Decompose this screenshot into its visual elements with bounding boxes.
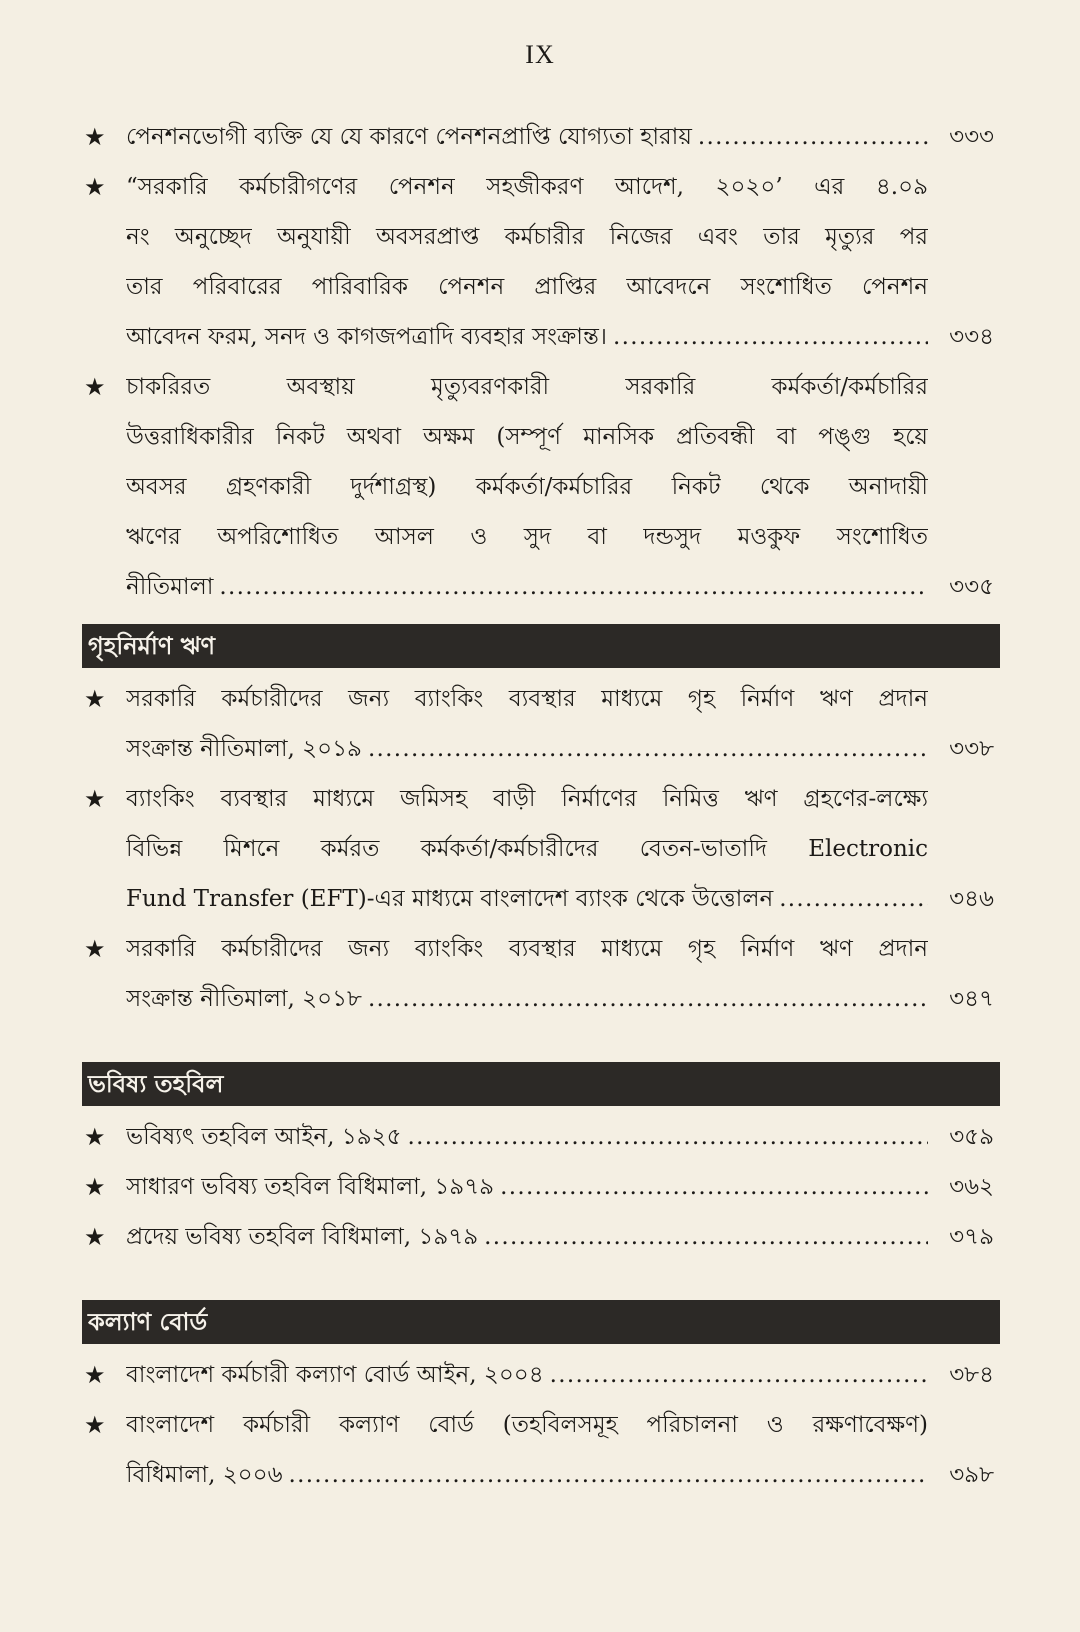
star-bullet-icon: ★: [84, 1411, 106, 1439]
entry-title-line: ব্যাংকিং ব্যবস্থার মাধ্যমে জমিসহ বাড়ী নির্মাণের নিমিত্ত ঋণ গ্রহণের-লক্ষ্যে: [126, 786, 928, 812]
star-bullet-icon: ★: [84, 685, 106, 713]
dot-leader: [368, 974, 928, 1024]
entry-title-line: বাংলাদেশ কর্মচারী কল্যাণ বোর্ড আইন, ২০০৪: [126, 1362, 544, 1388]
toc-entry[interactable]: [84, 362, 994, 612]
star-bullet-icon: ★: [84, 123, 106, 151]
dot-leader: [289, 1450, 928, 1500]
page-ref: ৩৩৫: [949, 574, 994, 600]
toc-entry[interactable]: [84, 1350, 994, 1400]
dot-leader: [613, 312, 928, 362]
page-ref: ৩৫৯: [949, 1124, 994, 1150]
page-ref: ৩৩৪: [949, 324, 994, 350]
entry-title-line: নীতিমালা: [126, 574, 214, 600]
star-bullet-icon: ★: [84, 935, 106, 963]
dot-leader: [500, 1162, 928, 1212]
star-bullet-icon: ★: [84, 373, 106, 401]
entry-title-line: বিভিন্ন মিশনে কর্মরত কর্মকর্তা/কর্মচারীদের বেতন-ভাতাদি Electronic: [126, 836, 928, 862]
entry-title-line: অবসর গ্রহণকারী দুর্দশাগ্রস্থ) কর্মকর্তা/কর্মচারির নিকট থেকে অনাদায়ী: [126, 474, 928, 500]
entry-title-line: “সরকারি কর্মচারীগণের পেনশন সহজীকরণ আদেশ, ২০২০’ এর ৪.০৯: [126, 174, 928, 200]
toc-entry[interactable]: [84, 1212, 994, 1262]
entry-title-line: নং অনুচ্ছেদ অনুযায়ী অবসরপ্রাপ্ত কর্মচারীর নিজের এবং তার মৃত্যুর পর: [126, 224, 928, 250]
dot-leader: [698, 112, 928, 162]
dot-leader: [550, 1350, 928, 1400]
entry-title-line: ঋণের অপরিশোধিত আসল ও সুদ বা দন্ডসুদ মওকুফ সংশোধিত: [126, 524, 928, 550]
star-bullet-icon: ★: [84, 785, 106, 813]
entry-title-line: সংক্রান্ত নীতিমালা, ২০১৮: [126, 986, 362, 1012]
section-heading: ভবিষ্য তহবিল: [82, 1062, 1000, 1106]
entry-title-line: বাংলাদেশ কর্মচারী কল্যাণ বোর্ড (তহবিলসমূহ পরিচালনা ও রক্ষণাবেক্ষণ): [126, 1412, 928, 1438]
entry-title-line: সরকারি কর্মচারীদের জন্য ব্যাংকিং ব্যবস্থার মাধ্যমে গৃহ নির্মাণ ঋণ প্রদান: [126, 936, 928, 962]
star-bullet-icon: ★: [84, 1223, 106, 1251]
toc-entry[interactable]: [84, 1400, 994, 1500]
dot-leader: [368, 724, 928, 774]
table-of-contents: [84, 112, 994, 1500]
section-heading: গৃহনির্মাণ ঋণ: [82, 624, 1000, 668]
page-ref: ৩৪৬: [949, 886, 994, 912]
entry-title-line: তার পরিবারের পারিবারিক পেনশন প্রাপ্তির আবেদনে সংশোধিত পেনশন: [126, 274, 928, 300]
entry-title-line: ভবিষ্যৎ তহবিল আইন, ১৯২৫: [126, 1124, 402, 1150]
toc-entry[interactable]: [84, 774, 994, 924]
toc-entry[interactable]: [84, 1162, 994, 1212]
entry-title-line: সরকারি কর্মচারীদের জন্য ব্যাংকিং ব্যবস্থার মাধ্যমে গৃহ নির্মাণ ঋণ প্রদান: [126, 686, 928, 712]
entry-title-line: প্রদেয় ভবিষ্য তহবিল বিধিমালা, ১৯৭৯: [126, 1224, 479, 1250]
toc-entry[interactable]: [84, 112, 994, 162]
entry-title-line: Fund Transfer (EFT)-এর মাধ্যমে বাংলাদেশ ব্যাংক থেকে উত্তোলন: [126, 886, 774, 912]
toc-entry[interactable]: [84, 924, 994, 1024]
page-ref: ৩৪৭: [949, 986, 994, 1012]
dot-leader: [219, 562, 928, 612]
page-ref: ৩৬২: [949, 1174, 994, 1200]
toc-entry[interactable]: [84, 162, 994, 362]
entry-title-line: সংক্রান্ত নীতিমালা, ২০১৯: [126, 736, 362, 762]
entry-title-line: সাধারণ ভবিষ্য তহবিল বিধিমালা, ১৯৭৯: [126, 1174, 495, 1200]
entry-title-line: পেনশনভোগী ব্যক্তি যে যে কারণে পেনশনপ্রাপ্তি যোগ্যতা হারায়: [126, 124, 692, 150]
star-bullet-icon: ★: [84, 1173, 106, 1201]
page-ref: ৩৩৮: [949, 736, 994, 762]
dot-leader: [408, 1112, 928, 1162]
section-heading: কল্যাণ বোর্ড: [82, 1300, 1000, 1344]
toc-entry[interactable]: [84, 1112, 994, 1162]
page-number: IX: [525, 40, 555, 69]
dot-leader: [484, 1212, 928, 1262]
entry-title-line: চাকরিরত অবস্থায় মৃত্যুবরণকারী সরকারি কর্মকর্তা/কর্মচারির: [126, 374, 928, 400]
star-bullet-icon: ★: [84, 173, 106, 201]
page-ref: ৩৯৮: [949, 1462, 994, 1488]
page-ref: ৩৮৪: [949, 1362, 994, 1388]
page-ref: ৩৩৩: [949, 124, 994, 150]
toc-entry[interactable]: [84, 674, 994, 774]
star-bullet-icon: ★: [84, 1123, 106, 1151]
star-bullet-icon: ★: [84, 1361, 106, 1389]
page-ref: ৩৭৯: [949, 1224, 994, 1250]
entry-title-line: বিধিমালা, ২০০৬: [126, 1462, 283, 1488]
entry-title-line: উত্তরাধিকারীর নিকট অথবা অক্ষম (সম্পূর্ণ মানসিক প্রতিবন্ধী বা পঙ্গু হয়ে: [126, 424, 928, 450]
dot-leader: [779, 874, 928, 924]
entry-title-line: আবেদন ফরম, সনদ ও কাগজপত্রাদি ব্যবহার সংক্রান্ত।: [126, 324, 608, 350]
